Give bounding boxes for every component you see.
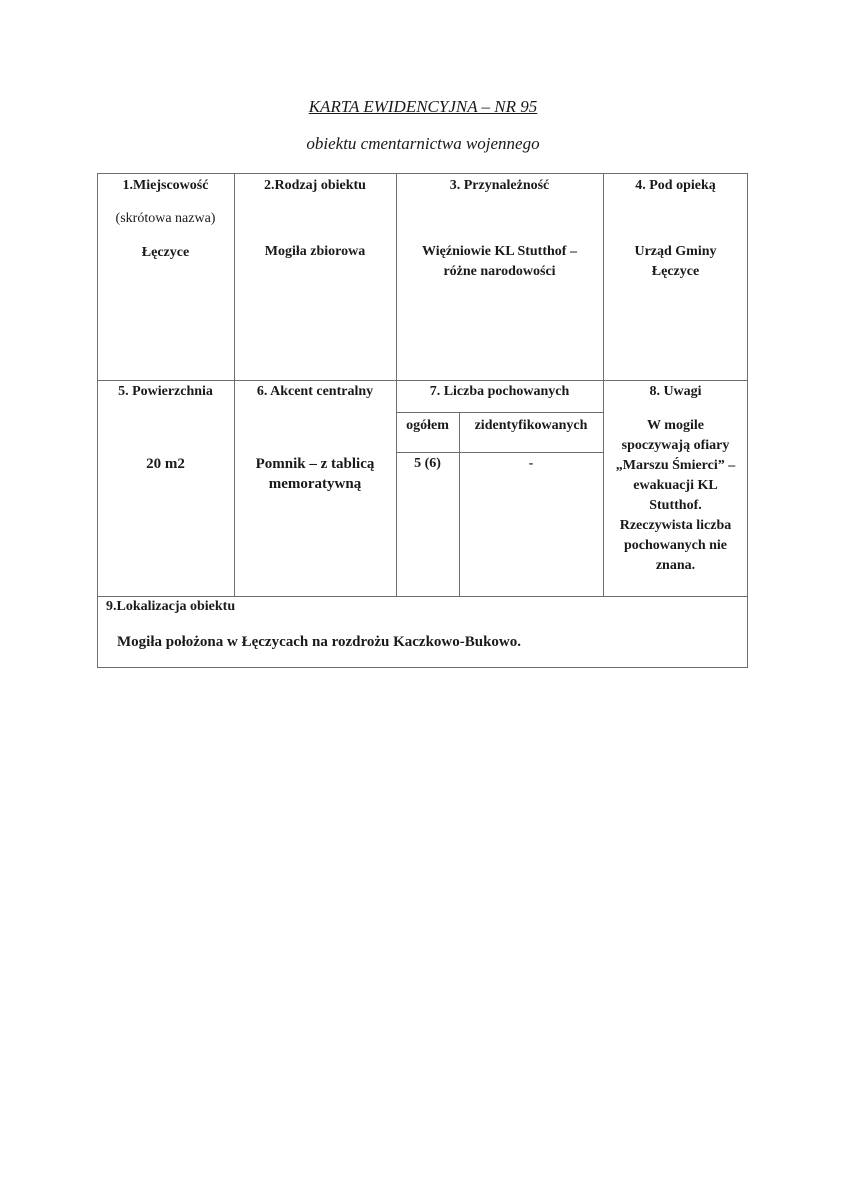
- sub-col-divider: [459, 412, 460, 596]
- document-title: KARTA EWIDENCYJNA – NR 95: [308, 97, 538, 116]
- remarks-line: W mogile: [647, 418, 704, 433]
- remarks-line: znana.: [655, 558, 696, 573]
- remarks-line: spoczywają ofiary: [621, 438, 730, 453]
- sub-header-divider-top: [396, 412, 603, 413]
- burials-identified-header: zidentyfikowanych: [474, 418, 588, 433]
- central-accent-value-line1: Pomnik – z tablicą: [255, 456, 375, 472]
- central-accent-label: 6. Akcent centralny: [256, 384, 374, 399]
- location-value: Mogiła położona w Łęczycach na rozdrożu Kaczkowo-Bukowo.: [117, 634, 522, 650]
- remarks-line: pochowanych nie: [623, 538, 728, 553]
- caretaker-value-line1: Urząd Gminy: [634, 244, 717, 259]
- remarks-line: ewakuacji KL: [633, 478, 718, 493]
- sub-header-divider-bottom: [396, 452, 603, 453]
- burials-identified-value: -: [528, 456, 534, 471]
- remarks-label: 8. Uwagi: [649, 384, 702, 399]
- area-value: 20 m2: [146, 456, 185, 472]
- remarks-line: Stutthof.: [649, 498, 702, 513]
- burials-total-header: ogółem: [406, 418, 449, 433]
- locality-sublabel: (skrótowa nazwa): [115, 211, 216, 226]
- affiliation-value-line2: różne narodowości: [443, 264, 556, 279]
- burials-total-value: 5 (6): [414, 456, 441, 471]
- locality-label: 1.Miejscowość: [122, 178, 209, 193]
- affiliation-value-line1: Więźniowie KL Stutthof –: [422, 244, 577, 259]
- object-type-value: Mogiła zbiorowa: [264, 244, 366, 259]
- row-divider-1: [97, 380, 748, 381]
- caretaker-value-line2: Łęczyce: [651, 264, 700, 279]
- remarks-line: Rzeczywista liczba: [619, 518, 732, 533]
- area-label: 5. Powierzchnia: [118, 384, 213, 399]
- locality-value: Łęczyce: [141, 245, 190, 260]
- object-type-label: 2.Rodzaj obiektu: [264, 178, 366, 193]
- document-subtitle: obiektu cmentarnictwa wojennego: [306, 134, 540, 153]
- remarks-line: „Marszu Śmierci” –: [615, 458, 736, 473]
- caretaker-label: 4. Pod opieką: [635, 178, 716, 193]
- location-label: 9.Lokalizacja obiektu: [106, 599, 236, 614]
- central-accent-value-line2: memoratywną: [268, 476, 362, 492]
- burials-label: 7. Liczba pochowanych: [429, 384, 570, 399]
- affiliation-label: 3. Przynależność: [449, 178, 550, 193]
